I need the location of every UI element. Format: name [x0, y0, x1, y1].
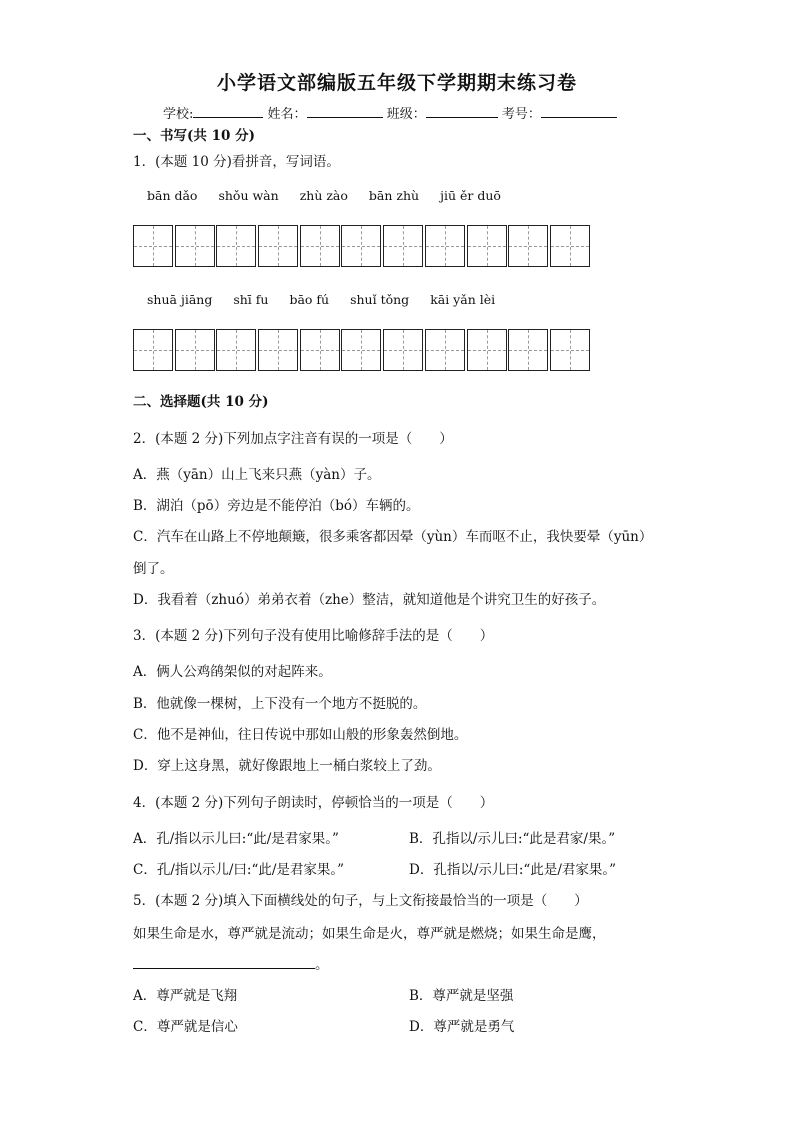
writing-cell[interactable]: [258, 225, 298, 267]
writing-cell[interactable]: [383, 329, 423, 371]
question-3-option-c[interactable]: C．他不是神仙，往日传说中那如山般的形象轰然倒地。: [133, 727, 468, 743]
writing-cell[interactable]: [508, 225, 548, 267]
writing-cell[interactable]: [133, 225, 173, 267]
question-2-stem: 2．(本题 2 分)下列加点字注音有误的一项是（ ）: [133, 431, 453, 447]
pinyin-item: jiū ěr duō: [440, 188, 501, 203]
page-title: 小学语文部编版五年级下学期期末练习卷: [216, 72, 577, 94]
writing-cell[interactable]: [508, 329, 548, 371]
pinyin-item: shuā jiāng: [147, 292, 213, 307]
writing-cell[interactable]: [216, 225, 256, 267]
question-5-option-b[interactable]: B．尊严就是坚强: [409, 988, 514, 1004]
student-info-line: [163, 103, 617, 122]
pinyin-row-1: [147, 188, 522, 203]
class-blank: [426, 105, 498, 118]
writing-grid-row-1: [133, 225, 592, 267]
question-2-option-a[interactable]: A．燕（yān）山上飞来只燕（yàn）子。: [133, 467, 381, 483]
writing-cell[interactable]: [550, 225, 590, 267]
writing-cell[interactable]: [175, 225, 215, 267]
school-label: 学校:: [163, 107, 194, 122]
question-2-option-c[interactable]: C．汽车在山路上不停地颠簸，很多乘客都因晕（yùn）车而呕不止，我快要晕（yūn）: [133, 529, 653, 545]
writing-cell[interactable]: [425, 225, 465, 267]
writing-cell[interactable]: [216, 329, 256, 371]
pinyin-item: bān dǎo: [147, 188, 198, 203]
writing-cell[interactable]: [175, 329, 215, 371]
writing-cell[interactable]: [341, 329, 381, 371]
question-2-option-c-cont: 倒了。: [133, 561, 174, 577]
question-5-option-c[interactable]: C．尊严就是信心: [133, 1019, 238, 1035]
question-5-option-d[interactable]: D．尊严就是勇气: [409, 1019, 515, 1035]
writing-cell[interactable]: [341, 225, 381, 267]
question-3-option-d[interactable]: D．穿上这身黑，就好像跟地上一桶白浆较上了劲。: [133, 758, 441, 774]
question-4-option-c[interactable]: C．孔/指以示儿/曰:“此/是君家果。”: [133, 862, 345, 878]
section-heading-writing: 一、书写(共 10 分): [133, 128, 255, 144]
section-heading-choice: 二、选择题(共 10 分): [133, 394, 269, 410]
writing-cell[interactable]: [258, 329, 298, 371]
question-2-option-b[interactable]: B．湖泊（pō）旁边是不能停泊（bó）车辆的。: [133, 498, 420, 514]
name-blank: [307, 105, 383, 118]
pinyin-item: shǒu wàn: [218, 188, 279, 203]
question-3-option-a[interactable]: A．俩人公鸡鹐架似的对起阵来。: [133, 664, 332, 680]
writing-cell[interactable]: [383, 225, 423, 267]
question-4-option-a[interactable]: A．孔/指以示儿曰:“此/是君家果。”: [133, 831, 339, 847]
pinyin-item: kāi yǎn lèi: [430, 292, 496, 307]
question-4-stem: 4．(本题 2 分)下列句子朗读时，停顿恰当的一项是（ ）: [133, 795, 494, 811]
class-label: 班级：: [386, 107, 426, 122]
question-5-period: 。: [315, 957, 329, 973]
writing-cell[interactable]: [425, 329, 465, 371]
question-3-option-b[interactable]: B．他就像一棵树，上下没有一个地方不挺脱的。: [133, 696, 427, 712]
question-2-option-d[interactable]: D．我看着（zhuó）弟弟衣着（zhe）整洁，就知道他是个讲究卫生的好孩子。: [133, 592, 606, 608]
number-label: 考号：: [501, 107, 541, 122]
pinyin-item: bān zhù: [368, 188, 420, 203]
writing-cell[interactable]: [300, 329, 340, 371]
question-3-stem: 3．(本题 2 分)下列句子没有使用比喻修辞手法的是（ ）: [133, 628, 494, 644]
answer-blank[interactable]: [133, 956, 315, 969]
writing-cell[interactable]: [550, 329, 590, 371]
question-4-option-b[interactable]: B．孔指以/示儿曰:“此是君家/果。”: [409, 831, 616, 847]
writing-cell[interactable]: [467, 225, 507, 267]
question-5-blank-line: [133, 953, 329, 973]
question-5-option-a[interactable]: A．尊严就是飞翔: [133, 988, 238, 1004]
writing-grid-row-2: [133, 329, 592, 371]
name-label: 姓名：: [267, 107, 307, 122]
pinyin-item: shī fu: [233, 292, 269, 307]
pinyin-item: bāo fú: [289, 292, 330, 307]
pinyin-item: shuǐ tǒng: [350, 292, 410, 307]
question-5-stem: 5．(本题 2 分)填入下面横线处的句子，与上文衔接最恰当的一项是（ ）: [133, 893, 588, 909]
question-5-context: 如果生命是水，尊严就是流动；如果生命是火，尊严就是燃烧；如果生命是鹰，: [133, 926, 606, 942]
writing-cell[interactable]: [133, 329, 173, 371]
question-1-stem: 1．(本题 10 分)看拼音，写词语。: [133, 154, 340, 170]
pinyin-row-2: [147, 292, 516, 307]
school-blank: [193, 105, 263, 118]
question-4-option-d[interactable]: D．孔指以/示儿曰:“此是/君家果。”: [409, 862, 617, 878]
writing-cell[interactable]: [300, 225, 340, 267]
number-blank: [541, 105, 617, 118]
writing-cell[interactable]: [467, 329, 507, 371]
pinyin-item: zhù zào: [299, 188, 348, 203]
